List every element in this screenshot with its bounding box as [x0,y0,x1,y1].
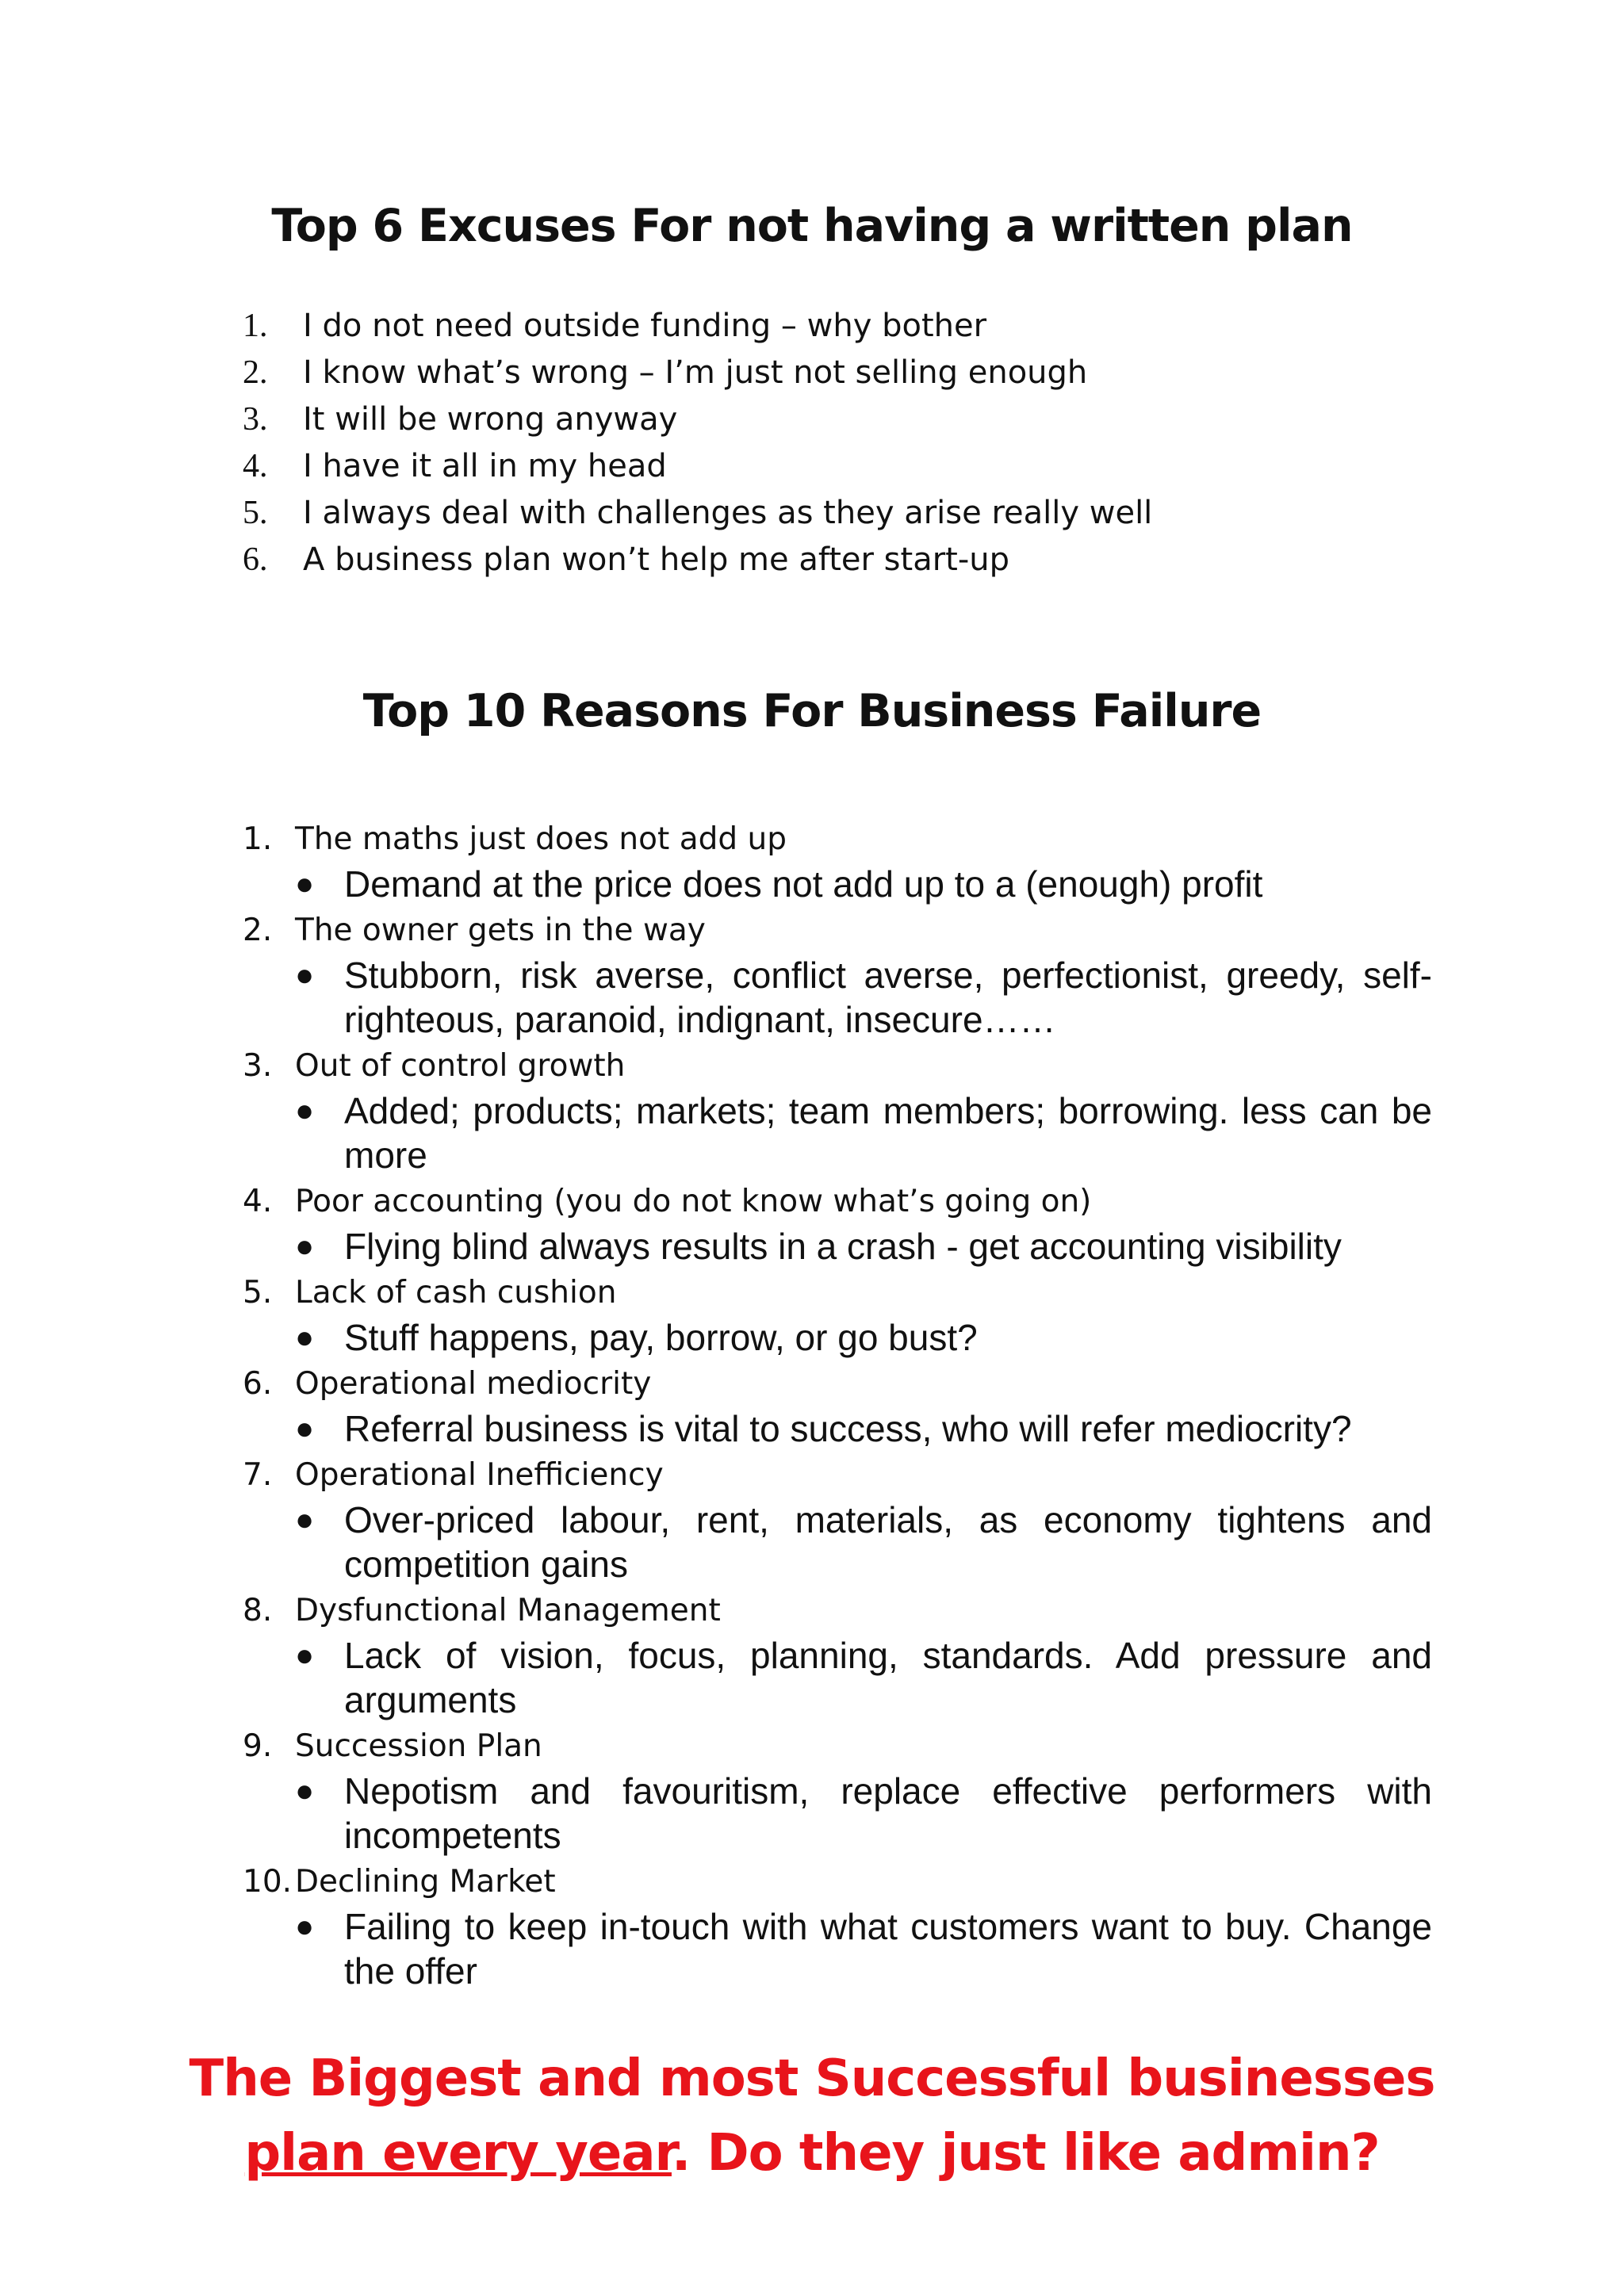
closing-statement [0,2042,1624,2191]
bullet-icon: ● [295,1320,315,1355]
reason-title: The maths just does not add up [295,821,787,857]
reason-title: Declining Market [295,1864,556,1900]
reason-title: The owner gets in the way [295,913,706,948]
reason-detail [295,1089,1432,1179]
reason-title: Lack of cash cushion [295,1275,617,1311]
reason-detail-text: Demand at the price does not add up to a (enough) profit [344,863,1263,905]
reason-detail-text: Added; products; markets; team members; borrowing. less can be more [344,1090,1432,1176]
reason-number: 8. [243,1593,273,1628]
reason-detail [295,1406,1432,1452]
list-item [243,301,1152,348]
reason-title: Dysfunctional Management [295,1593,721,1628]
reasons-list [243,817,1432,1995]
bullet-icon: ● [295,1638,315,1673]
item-text: I do not need outside funding – why bother [303,308,987,344]
bullet-icon: ● [295,1411,315,1446]
reason-title: Operational Inefficiency [295,1457,664,1493]
item-text: I know what’s wrong – I’m just not selling enough [303,354,1088,391]
reason-number: 4. [243,1184,273,1219]
reason-title-row [243,1270,1432,1315]
reason-item [243,1179,1432,1270]
bullet-icon: ● [295,867,315,901]
reason-number: 3. [243,1048,273,1084]
list-item [243,442,1152,488]
reason-number: 1. [243,821,273,857]
bullet-icon: ● [295,1229,315,1264]
item-number: 1. [243,308,268,344]
reason-detail [295,1224,1432,1270]
reason-title: Poor accounting (you do not know what’s going on) [295,1184,1092,1219]
item-text: I always deal with challenges as they arise really well [303,495,1153,531]
reason-title: Succession Plan [295,1728,542,1764]
reason-item [243,1859,1432,1995]
reason-title-row [243,1724,1432,1769]
reason-item [243,817,1432,908]
reason-item [243,1588,1432,1724]
reason-number: 10. [243,1864,293,1900]
reason-title-row [243,817,1432,862]
bullet-icon: ● [295,1774,315,1808]
list-item [243,348,1152,395]
reason-detail-text: Failing to keep in-touch with what customers want to buy. Change the offer [344,1906,1432,1992]
bullet-icon: ● [295,958,315,993]
reason-title-row [243,1588,1432,1633]
reason-title-row [243,1361,1432,1406]
bullet-icon: ● [295,1909,315,1944]
reason-detail [295,1498,1432,1588]
reason-title-row [243,908,1432,953]
item-number: 4. [243,448,268,484]
reason-item [243,1043,1432,1179]
reason-title-row [243,1452,1432,1498]
list-item [243,535,1152,582]
reason-title: Operational mediocrity [295,1366,652,1402]
reason-detail-text: Nepotism and favouritism, replace effective performers with incompetents [344,1770,1432,1856]
reason-detail-text: Flying blind always results in a crash - get accounting visibility [344,1226,1342,1267]
reason-item [243,1724,1432,1859]
list-item [243,395,1152,442]
reason-detail-text: Stubborn, risk averse, conflict averse, perfectionist, greedy, self-righteous, paranoid, indignant, insecure…… [344,955,1432,1040]
excuses-heading: Top 6 Excuses For not having a written plan [271,200,1353,252]
item-number: 2. [243,354,268,391]
reason-number: 6. [243,1366,273,1402]
closing-line-1: The Biggest and most Successful businesses [189,2049,1435,2108]
reason-title: Out of control growth [295,1048,626,1084]
reason-detail-text: Stuff happens, pay, borrow, or go bust? [344,1317,978,1358]
reason-item [243,1452,1432,1588]
item-number: 6. [243,541,268,578]
reason-title-row [243,1043,1432,1089]
closing-question: . Do they just like admin? [671,2124,1380,2183]
reason-title-row [243,1859,1432,1904]
reasons-heading: Top 10 Reasons For Business Failure [362,685,1262,737]
reason-detail-text: Over-priced labour, rent, materials, as economy tightens and competition gains [344,1499,1432,1585]
reason-detail-text: Referral business is vital to success, who will refer mediocrity? [344,1408,1352,1449]
item-text: A business plan won’t help me after start-up [303,541,1010,578]
underlined-phrase: plan every year [244,2124,672,2183]
reason-detail [295,953,1432,1043]
reason-number: 5. [243,1275,273,1311]
reason-detail [295,1904,1432,1995]
reason-detail [295,1769,1432,1859]
reason-number: 7. [243,1457,273,1493]
list-item [243,488,1152,535]
reason-item [243,908,1432,1043]
reason-detail-text: Lack of vision, focus, planning, standards. Add pressure and arguments [344,1635,1432,1720]
excuses-list [243,301,1152,582]
reason-item [243,1270,1432,1361]
reason-title-row [243,1179,1432,1224]
reason-number: 2. [243,913,273,948]
item-number: 3. [243,401,268,438]
reason-detail [295,862,1432,908]
reason-number: 9. [243,1728,273,1764]
reason-detail [295,1315,1432,1361]
bullet-icon: ● [295,1093,315,1128]
reason-item [243,1361,1432,1452]
closing-line-2 [0,2116,1624,2191]
item-number: 5. [243,495,268,531]
bullet-icon: ● [295,1502,315,1537]
item-text: I have it all in my head [303,448,667,484]
item-text: It will be wrong anyway [303,401,678,438]
reason-detail [295,1633,1432,1724]
